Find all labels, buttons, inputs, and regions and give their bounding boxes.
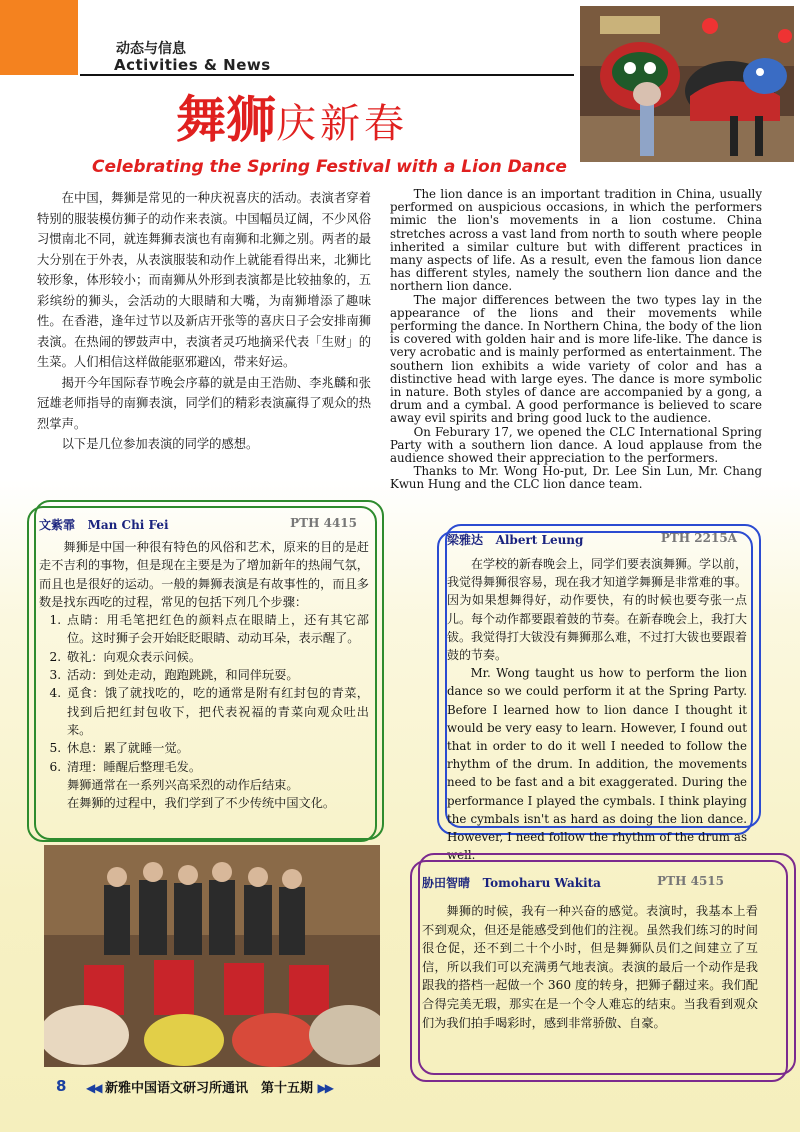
class-code: PTH 4415 (290, 516, 357, 530)
list-item: 1. 点睛：用毛笔把红色的颜料点在眼睛上，还有其它部位。这时狮子会开始眨眨眼睛、动动耳朵，表示醒了。 (65, 611, 369, 648)
class-code: PTH 2215A (660, 531, 737, 545)
list-item: 3. 活动：到处走动，跑跑跳跳，和同伴玩耍。 (65, 666, 369, 684)
previous-arrows-icon: ◀◀ (86, 1081, 101, 1095)
author-name-zh: 梁雅达 (447, 533, 484, 547)
author-name-en: Tomoharu Wakita (482, 876, 601, 890)
steps-list (39, 611, 369, 776)
author-name-zh: 胁田智晴 (422, 876, 471, 890)
closing-line: 在舞狮的过程中，我们学到了不少传统中国文化。 (67, 796, 336, 811)
testimonial-man-chi-fei (27, 506, 377, 842)
paragraph: 揭开今年国际春节晚会序幕的就是由王浩勋、李兆麟和张冠雄老师指导的南狮表演，同学们的精彩表演赢得了观众的热烈掌声。 (37, 375, 371, 431)
article-body-en (390, 188, 762, 492)
author-name (447, 531, 583, 548)
lion-dance-photo-illustration (580, 6, 794, 162)
paragraph: Mr. Wong taught us how to perform the lion dance so we could perform it at the Spring Party. Before I learned how to lion dance I thought it would be very easy to learn. However, I found out that in order to do it well I needed to follow the rhythm of the drum. In addition, the movements need to be fast and a bit exaggerated. During the performance I played the cymbals. I think playing the cymbals isn't as hard as doing the lion dance. However, I need follow the rhythm of the drum as well. (447, 666, 747, 863)
paragraph: 在学校的新春晚会上，同学们要表演舞狮。学以前，我觉得舞狮很容易，现在我才知道学舞狮是非常难的事。因为如果想舞得好，动作要快，有的时候也要夸张一点儿。每个动作都要跟着鼓的节奏。在新春晚会上，我打大钹。我觉得打大钹没有舞狮那么难，不过打大钹也要跟着鼓的节奏。 (447, 557, 748, 663)
paragraph: 舞狮的时候，我有一种兴奋的感觉。表演时，我基本上看不到观众，但还是能感受到他们的注视。虽然我们练习的时间很仓促，还不到二十个小时，但是舞狮队员们之间建立了互信，所以我们可以充满勇气地表演。表演的最后一个动作是我跟我的搭档一起做一个 360 度的转身，把狮子翻过来。我们配合得完美无瑕，那实在是一个令人难忘的结束。当我看到观众们为我们拍手喝彩时，感到非常骄傲、自豪。 (422, 904, 758, 1030)
next-arrows-icon: ▶▶ (317, 1081, 333, 1095)
section-title-zh: 动态与信息 (116, 41, 186, 57)
testimonial-text (39, 538, 369, 812)
team-group-photo (44, 845, 380, 1067)
testimonial-tomoharu-wakita (410, 860, 788, 1082)
paragraph: Thanks to Mr. Wong Ho-put, Dr. Lee Sin Lun, Mr. Chang Kwun Hung and the CLC lion dance team. (390, 464, 762, 492)
article-body-zh (37, 188, 371, 455)
list-item: 6. 清理：睡醒后整理毛发。 (65, 758, 369, 776)
section-title-en: Activities & News (114, 56, 271, 74)
paragraph: On Feburary 17, we opened the CLC International Spring Party with a southern lion dance. A loud applause from the audience showed their appreciation to the performers. (390, 424, 762, 466)
author-name (422, 874, 601, 891)
testimonial-text (447, 555, 747, 864)
paragraph: 在中国，舞狮是常见的一种庆祝喜庆的活动。表演者穿着特别的服装模仿狮子的动作来表演。中国幅员辽阔，不少风俗习惯南北不同，就连舞狮表演也有南狮和北狮之别。两者的最大分别在于外表，从表演服装和动作上就能看得出来，北狮比较形象，体形较小；而南狮从外形到表演都是比较抽象的，五彩缤纷的狮头，会活动的大眼睛和大嘴，为南狮增添了趣味性。在香港，逢年过节以及新店开张等的喜庆日子会安排南狮表演。在热闹的锣鼓声中，表演者灵巧地摘采代表「生财」的生菜。人们相信这样做能驱邪避凶，带来好运。 (37, 191, 371, 369)
lion-dance-photo (580, 6, 794, 162)
testimonial-text (422, 902, 758, 1032)
list-item: 4. 觅食：饿了就找吃的，吃的通常是附有红封包的青菜，找到后把红封包收下，把代表祝福的青菜向观众吐出来。 (65, 684, 369, 739)
paragraph: 以下是几位参加表演的同学的感想。 (61, 437, 259, 451)
footer-title (86, 1077, 332, 1096)
newsletter-name: 新雅中国语文研习所通讯 第十五期 (105, 1081, 314, 1096)
author-name-zh: 文紫霏 (39, 518, 76, 532)
accent-block (0, 0, 78, 75)
article-title-en: Celebrating the Spring Festival with a Lion Dance (92, 157, 567, 177)
paragraph: 舞狮是中国一种很有特色的风俗和艺术，原来的目的是赶走不吉利的事物，但是现在主要是为了增加新年的热闹气氛，而且也是很好的运动。一般的舞狮表演是有故事性的，而且多数是找东西吃的过程，常见的包括下列几个步骤： (39, 540, 369, 609)
paragraph: The major differences between the two types lay in the appearance of the lions and their movements while performing the dance. In Northern China, the body of the lion is covered with golden hair and is more life-like. The dance is very acrobatic and is mainly performed as entertainment. The southern lion exhibits a wide variety of color and has a distinctive head with large eyes. The dance is more symbolic in nature. Both styles of dance are accompanied by a gong, a drum and a cymbal. A good performance is believed to scare away evil spirits and bring good luck to the audience. (390, 292, 762, 426)
article-title-zh (176, 80, 408, 152)
author-name-en: Man Chi Fei (87, 518, 169, 532)
class-code: PTH 4515 (657, 874, 724, 888)
list-item: 5. 休息：累了就睡一觉。 (65, 739, 369, 757)
closing-line: 舞狮通常在一系列兴高采烈的动作后结束。 (67, 777, 299, 792)
list-item: 2. 敬礼：向观众表示问候。 (65, 648, 369, 666)
header-divider (80, 74, 574, 76)
page-number: 8 (56, 1077, 67, 1095)
title-part-2: 庆新春 (276, 101, 408, 147)
title-part-1: 舞狮 (176, 90, 276, 149)
paragraph: The lion dance is an important tradition in China, usually performed on auspicious occasions, in which the performers mimic the lion's movements in a lion costume. China stretches across a vast land from north to south where people inherited a similar culture but with different practices in many aspects of life. As a result, even the famous lion dance has different styles, namely the southern lion dance and the northern lion dance. (390, 187, 763, 294)
testimonial-albert-leung (437, 531, 753, 863)
author-name (39, 516, 169, 533)
team-group-photo-illustration (44, 845, 380, 1067)
author-name-en: Albert Leung (495, 533, 584, 547)
